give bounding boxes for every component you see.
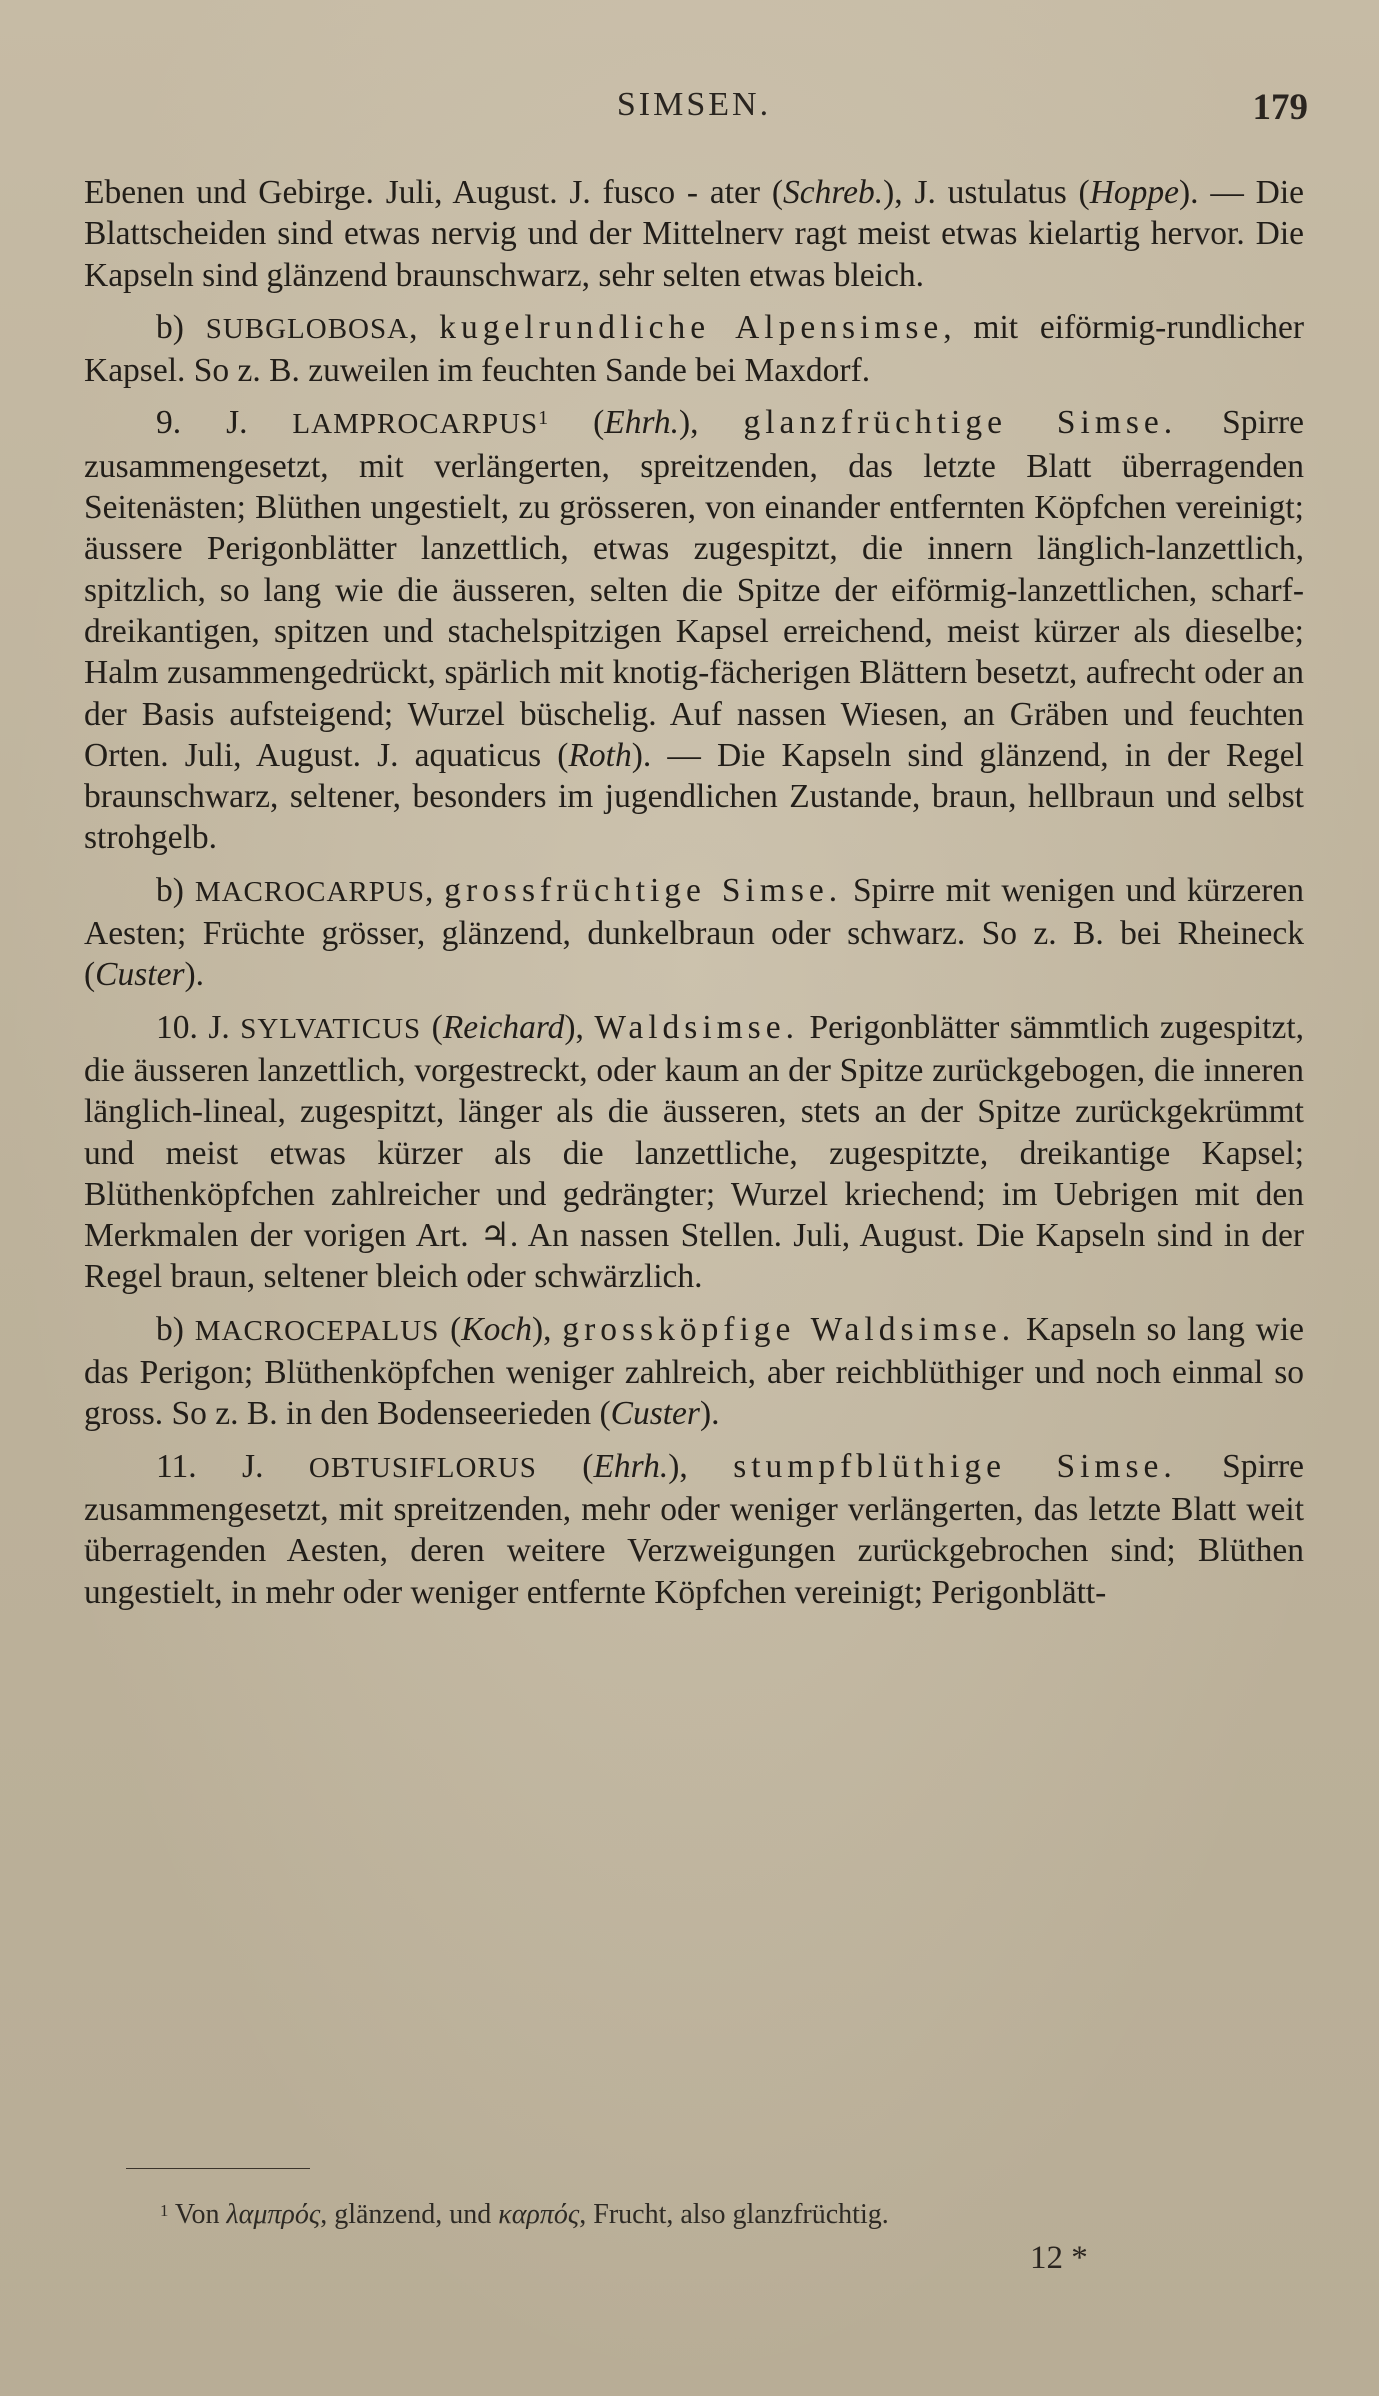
variety-label: b): [156, 308, 206, 346]
text-run: ),: [532, 1310, 563, 1348]
species-number: 11. J.: [156, 1447, 309, 1485]
paragraph-2: [84, 307, 1304, 392]
text-run: ).: [699, 1395, 720, 1433]
paragraph-6: [84, 1309, 1304, 1435]
text-run: Spirre zusammengesetzt, mit spreitzenden, mehr oder weniger verlängerten, das letzte Blatt weit überragenden Aesten, deren weitere Verzweigungen zurückgebrochen sind; Blüthen ungestielt, in mehr oder weniger entfernte Köpfchen vereinigt; Perigonblätt-: [84, 1447, 1305, 1611]
common-name: grossfrüchtige Simse.: [444, 871, 843, 909]
running-head: [84, 86, 1308, 136]
text-run: ,: [425, 871, 445, 909]
species-name: SYLVATICUS: [240, 1012, 422, 1045]
greek-word: λαμπρός: [226, 2199, 321, 2230]
page-title: SIMSEN.: [616, 86, 772, 123]
author-name: Reichard: [442, 1008, 565, 1046]
paragraph-5: [84, 1007, 1304, 1298]
author-name: Roth: [568, 736, 632, 774]
common-name: stumpfblüthige Simse.: [733, 1447, 1177, 1485]
author-name: Schreb.: [782, 174, 884, 211]
variety-label: b): [156, 871, 195, 909]
paragraph-4: [84, 870, 1304, 996]
text-run: Spirre mit wenigen und kürzeren Aesten; Früchte grösser, glänzend, dunkelbraun oder schwarz. So z. B. bei Rheineck (: [84, 871, 1305, 994]
author-name: Custer: [95, 956, 185, 994]
footnote-rule: [126, 2168, 310, 2169]
text-run: ),: [679, 404, 744, 442]
footnote: [160, 2198, 1260, 2232]
paragraph-1: [84, 172, 1304, 296]
text-run: ).: [184, 956, 205, 994]
text-run: Von: [168, 2199, 227, 2230]
paragraph-3: [84, 402, 1304, 858]
text-run: (: [536, 1447, 594, 1485]
text-run: ). — Die Blattscheiden sind etwas nervig und der Mittelnerv ragt meist etwas kielartig hervor. Die Kapseln sind glänzend braunschwarz, sehr selten etwas bleich.: [84, 174, 1304, 294]
text-run: (: [439, 1310, 462, 1348]
species-number: 10. J.: [156, 1008, 241, 1046]
species-number: 9. J.: [156, 404, 293, 442]
common-name: Waldsimse.: [594, 1008, 799, 1046]
text-run: (: [548, 404, 605, 442]
author-name: Koch: [461, 1310, 533, 1348]
text-run: , mit eiförmig-rundlicher Kapsel. So z. B. zuweilen im feuchten Sande bei Maxdorf.: [84, 308, 1305, 390]
text-run: Ebenen und Gebirge. Juli, August. J. fusco - ater (: [84, 174, 783, 211]
footnote-mark: 1: [160, 2201, 169, 2220]
species-name: LAMPROCARPUS: [292, 408, 539, 441]
common-name: grossköpfige Waldsimse.: [562, 1310, 1016, 1348]
paragraph-7: [84, 1446, 1304, 1613]
text-run: ), J. ustulatus (: [883, 174, 1090, 211]
text-run: ,: [409, 308, 440, 346]
text-run: Spirre zusammengesetzt, mit verlängerten, spreitzenden, das letzte Blatt überragenden Seitenästen; Blüthen ungestielt, zu grösseren, von einander entfernten Köpfchen vereinigt; äussere Perigonblätter lanzettlich, etwas zugespitzt, die innern länglich-lanzettlich, spitzlich, so lang wie die äusseren, selten die Spitze der eiförmig-lanzettlichen, scharf-dreikantigen, spitzen und stachelspitzigen Kapsel erreichend, meist kürzer als dieselbe; Halm zusammengedrückt, spärlich mit knotig-fächerigen Blättern besetzt, aufrecht oder an der Basis aufsteigend; Wurzel büschelig. Auf nassen Wiesen, an Gräben und feuchten Orten. Juli, August. J. aquaticus (: [84, 404, 1304, 774]
author-name: Custer: [610, 1395, 700, 1433]
author-name: Ehrh.: [593, 1447, 669, 1485]
signature-mark: 12 *: [1030, 2240, 1088, 2276]
variety-name: MACROCARPUS: [194, 875, 425, 908]
common-name: glanzfrüchtige Simse.: [743, 404, 1178, 442]
body-text: [84, 172, 1304, 1624]
text-run: Perigonblätter sämmtlich zugespitzt, die äusseren lanzettlich, vorgestreckt, oder kaum an der Spitze zurückgebogen, die inneren länglich-lineal, zugespitzt, länger als die äusseren, stets an der Spitze zurückgekrümmt und meist etwas kürzer als die lanzettliche, zugespitzte, dreikantige Kapsel; Blüthenköpfchen zahlreicher und gedrängter; Wurzel kriechend; im Uebrigen mit den Merkmalen der vorigen Art. ♃. An nassen Stellen. Juli, August. Die Kapseln sind in der Regel braun, seltener bleich oder schwärzlich.: [84, 1008, 1305, 1296]
greek-word: καρπός: [498, 2199, 580, 2230]
footnote-ref: 1: [538, 407, 549, 430]
text-run: ),: [564, 1008, 595, 1046]
variety-label: b): [156, 1310, 195, 1348]
text-run: (: [421, 1008, 443, 1046]
text-run: , Frucht, also glanzfrüchtig.: [579, 2199, 889, 2230]
variety-name: SUBGLOBOSA: [205, 312, 410, 345]
species-name: OBTUSIFLORUS: [308, 1451, 537, 1484]
text-run: ),: [668, 1447, 734, 1485]
common-name: kugelrundliche Alpensimse: [439, 308, 944, 346]
variety-name: MACROCEPALUS: [194, 1314, 440, 1347]
text-run: Kapseln so lang wie das Perigon; Blüthenköpfchen weniger zahlreich, aber reichblüthiger und noch einmal so gross. So z. B. in den Bodenseerieden (: [84, 1310, 1305, 1433]
text-run: ). — Die Kapseln sind glänzend, in der Regel braunschwarz, seltener, besonders im jugendlichen Zustande, braun, hellbraun und selbst strohgelb.: [84, 736, 1304, 857]
page-number: 179: [1252, 87, 1308, 128]
author-name: Ehrh.: [604, 404, 680, 442]
author-name: Hoppe: [1089, 174, 1180, 211]
text-run: , glänzend, und: [320, 2199, 499, 2230]
